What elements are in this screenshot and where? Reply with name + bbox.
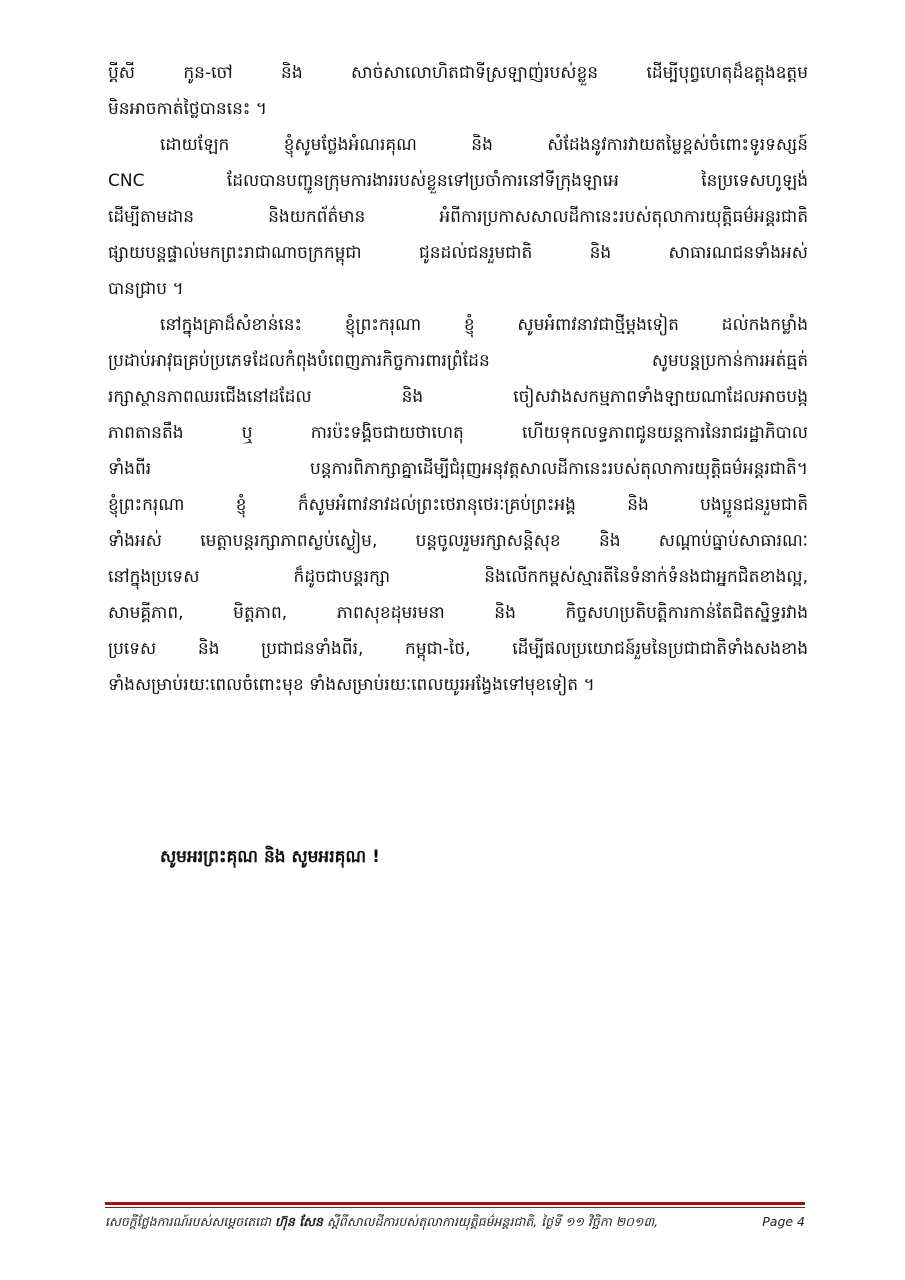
text-line: CNC ដែលបានបញ្ជូនក្រុមការងាររបស់ខ្លួនទៅប្រចាំការនៅទីក្រុងឡាអេ នៃប្រទេសហូឡង់ [108, 171, 808, 191]
footer-author-name: ហ៊ុន សែន [275, 1214, 323, 1229]
text-line: ប្រទេស និង ប្រជាជនទាំងពីរ, កម្ពុជា-ថៃ, ដើម្បីផលប្រយោជន៍រួមនៃប្រជាជាតិទាំងសងខាង [108, 639, 808, 659]
text-line: សាមគ្គីភាព, មិត្តភាព, ភាពសុខដុមរមនា និង កិច្ចសហប្រតិបត្តិការកាន់តែជិតស្និទ្ធរវាង [108, 603, 808, 623]
text-line: ប្រដាប់អាវុធគ្រប់ប្រភេទដែលកំពុងបំពេញភារកិច្ចការពារព្រំដែន សូមបន្តប្រកាន់ការអត់ធ្មត់ [108, 351, 808, 371]
text-line: ខ្ញុំព្រះករុណា ខ្ញុំ ក៏សូមអំពាវនាវដល់ព្រះថេរានុថេរៈគ្រប់ព្រះអង្គ និង បងប្អូនជនរួមជាតិ [108, 495, 808, 515]
text-line: ទាំងអស់ មេត្តាបន្តរក្សាភាពស្ងប់ស្ងៀម, បន្តចូលរួមរក្សាសន្តិសុខ និង សណ្តាប់ធ្នាប់សាធារណៈ [108, 531, 808, 551]
page-footer [105, 1214, 805, 1233]
footer-prefix: សេចក្តីថ្លែងការណ៍របស់សម្តេចតេជោ [105, 1214, 272, 1229]
text-line: នៅក្នុងប្រទេស ក៏ដូចជាបន្តរក្សា និងលើកកម្ពស់ស្មារតីនៃទំនាក់ទំនងជាអ្នកជិតខាងល្អ, [108, 567, 808, 587]
text-line: ដើម្បីតាមដាន និងយកព័ត៌មាន អំពីការប្រកាសសាលដីកានេះរបស់តុលាការយុត្តិធម៌អន្តរជាតិ [108, 207, 808, 227]
closing-thanks: សូមអរព្រះគុណ និង សូមអរគុណ ! [160, 847, 380, 867]
text-line: បានជ្រាប ។ [108, 279, 184, 299]
footer-rule [105, 1202, 805, 1205]
text-line: រក្សាស្ថានភាពឈរជើងនៅដដែល និង ចៀសវាងសកម្មភាពទាំងឡាយណាដែលអាចបង្ក [108, 387, 808, 407]
footer-text [105, 1214, 658, 1233]
body-text [108, 55, 808, 703]
text-line: មិនអាចកាត់ថ្លៃបាននេះ ។ [108, 99, 267, 119]
text-line: នៅក្នុងគ្រាដ៏សំខាន់នេះ ខ្ញុំព្រះករុណា ខ្ញុំ សូមអំពាវនាវជាថ្មីម្តងទៀត ដល់កងកម្លាំង [160, 315, 808, 335]
page-number: Page 4 [762, 1214, 805, 1229]
text-line: ភាពតានតឹង ឬ ការប៉ះទង្គិចជាយថាហេតុ ហើយទុកលទ្ធភាពជូនយន្តការនៃរាជរដ្ឋាភិបាល [108, 423, 808, 443]
text-line: ប្តីសី កូន-ចៅ និង សាច់សាលោហិតជាទីស្រឡាញ់របស់ខ្លួន ដើម្បីបុព្វហេតុដ៏ឧត្តុងឧត្តម [108, 63, 808, 83]
text-line: ទាំងសម្រាប់រយៈពេលចំពោះមុខ ទាំងសម្រាប់រយៈពេលយូរអង្វែងទៅមុខទៀត ។ [108, 675, 595, 695]
footer-rule-thin [105, 1207, 805, 1208]
text-line: ទាំងពីរ បន្តការពិភាក្សាគ្នាដើម្បីជំរុញអនុវត្តសាលដីកានេះរបស់តុលាការយុត្តិធម៌អន្តរជាតិ។ [108, 459, 808, 479]
footer-suffix: ស្តីពីសាលដីការបស់តុលាការយុត្តិធម៌អន្តរជាតិ, ថ្ងៃទី ១១ វិច្ឆិកា ២០១៣, [326, 1214, 659, 1229]
text-line: ដោយឡែក ខ្ញុំសូមថ្លែងអំណរគុណ និង សំដែងនូវការវាយតម្លៃខ្ពស់ចំពោះទូរទស្សន៍ [160, 135, 808, 155]
text-line: ផ្សាយបន្តផ្ទាល់មកព្រះរាជាណាចក្រកម្ពុជា ជូនដល់ជនរួមជាតិ និង សាធារណជនទាំងអស់ [108, 243, 808, 263]
